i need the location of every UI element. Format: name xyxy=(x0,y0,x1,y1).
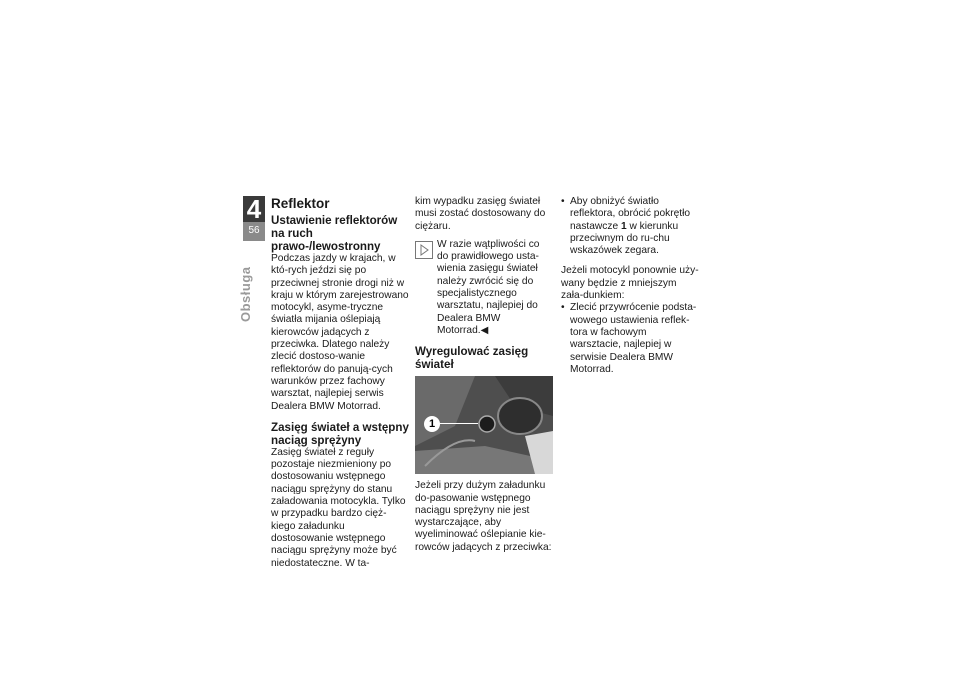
bullet-text-cont: w kierunku przeciwnym do ru-chu wskazówek zegara. xyxy=(570,220,679,257)
paragraph-reset: Jeżeli motocykl ponownie uży-wany będzie z mniejszym zała-dunkiem: xyxy=(561,265,699,302)
note-text: W razie wątpliwości co do prawidłowego usta-wienia zasięgu świateł należy zwrócić się do specjalistycznego warsztatu, najlepiej do Dealera BMW Motorrad.◀ xyxy=(437,238,540,336)
page-number: 56 xyxy=(248,225,260,236)
section-label: Obsługa xyxy=(238,266,253,322)
column-1 xyxy=(271,196,409,570)
paragraph-heavy-load: Jeżeli przy dużym załadunku do-pasowanie wstępnego naciągu sprężyny nie jest wystarczające, aby wyeliminować oślepianie kie-rowców jadących z przeciwka: xyxy=(415,480,552,553)
heading-regulate-range: Wyregulować zasięg świateł xyxy=(415,345,529,372)
page-title: Reflektor xyxy=(271,196,330,211)
paragraph-continued: kim wypadku zasięg świateł musi zostać dostosowany do ciężaru. xyxy=(415,196,546,232)
note-triangle-icon xyxy=(415,241,433,259)
bullet-ref: 1 xyxy=(620,220,627,232)
list-item: • Zlecić przywrócenie podsta-wowego ustawienia reflek-tora w fachowym warsztacie, najlepiej w serwisie Dealera BMW Motorrad. xyxy=(561,302,699,376)
list-lower-light xyxy=(561,196,699,257)
bullet-text: Aby obniżyć światło reflektora, obrócić pokrętło nastawcze xyxy=(570,196,691,232)
note-block xyxy=(415,239,553,337)
heading-range-preload: Zasięg świateł a wstępny naciąg sprężyny xyxy=(271,420,409,447)
callout-1: 1 xyxy=(424,416,440,432)
list-item xyxy=(561,196,699,257)
headlight-adjuster-photo xyxy=(415,376,553,474)
callout-line xyxy=(440,423,478,424)
list-reset xyxy=(561,302,699,376)
paragraph-headlight-adjust: Podczas jazdy w krajach, w któ-rych jeździ się po przeciwnej stronie drogi niż w kraju w którym zarejestrowano motocykl, asyme-tryczne światła mijania oślepiają kierowców jadących z przeciwka. Dlatego należy zlecić dostoso-wanie reflektorów do panują-cych warunków przez fachowy warsztat, najlepiej serwis Dealera BMW Motorrad. xyxy=(271,253,409,412)
chapter-tab xyxy=(243,196,265,241)
column-2 xyxy=(415,196,553,554)
paragraph-range-preload: Zasięg świateł z reguły pozostaje niezmieniony po dostosowaniu wstępnego naciągu sprężyny do stanu załadowania motocykla. Tylko w przypadku bardzo cięż-kiego załadunku dostosowanie wstępnego naciągu sprężyny może być niedostateczne. W ta- xyxy=(271,446,406,569)
column-3 xyxy=(561,196,699,376)
chapter-number: 4 xyxy=(243,196,265,222)
heading-headlight-adjust: Ustawienie reflektorów na ruch prawo-/lewostronny xyxy=(271,214,398,253)
